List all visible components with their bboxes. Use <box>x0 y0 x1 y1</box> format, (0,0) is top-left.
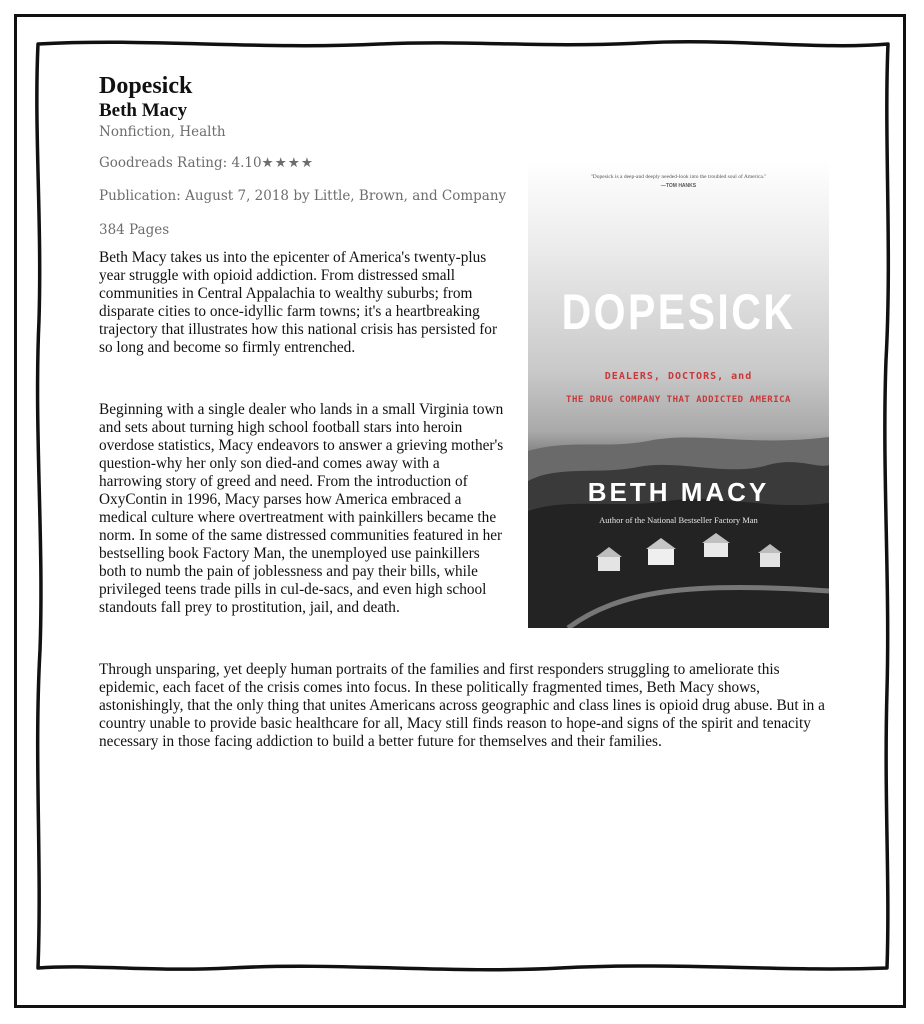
cover-subtitle-line1: DEALERS, DOCTORS, and <box>604 371 753 382</box>
rating-stars: ★★★★ <box>261 155 314 171</box>
book-genres: Nonfiction, Health <box>99 124 226 140</box>
publication-info: Publication: August 7, 2018 by Little, Brown, and Company <box>99 188 507 204</box>
page-count: 384 Pages <box>99 222 170 238</box>
description-paragraph-3: Through unsparing, yet deeply human portraits of the families and first responders struggling to ameliorate this epidemic, each facet of the crisis comes into focus. In these politically fragmented times, Beth Macy shows, astonishingly, that the only thing that unites Americans across geographic and class lines is opioid drug abuse. But in a country unable to provide basic healthcare for all, Macy still finds reason to hope-and signs of the spirit and tenacity necessary in those facing addiction to build a better future for themselves and their families. <box>99 661 825 750</box>
book-detail <box>99 72 829 751</box>
cover-blurb-attribution: —TOM HANKS <box>660 183 697 189</box>
book-title: Dopesick <box>99 73 193 99</box>
rating-label: Goodreads Rating: 4.10 <box>99 155 262 171</box>
cover-title: DOPESICK <box>561 284 796 340</box>
description-paragraph-1: Beth Macy takes us into the epicenter of America's twenty-plus year struggle with opioid addiction. From distressed small communities in Central Appalachia to wealthy suburbs; from disparate cities to once-idyllic farm towns; it's a heartbreaking trajectory that illustrates how this national crisis has persisted for so long and become so firmly entrenched. <box>99 249 498 356</box>
cover-subtitle-line2: THE DRUG COMPANY THAT ADDICTED AMERICA <box>566 395 791 405</box>
cover-blurb: "Dopesick is a deep-and deeply needed-look into the troubled soul of America." <box>590 174 767 180</box>
cover-author: BETH MACY <box>587 477 770 507</box>
book-cover-image <box>528 161 829 628</box>
description-paragraph-2: Beginning with a single dealer who lands in a small Virginia town and sets about turning high school football stars into heroin overdose statistics, Macy endeavors to answer a grieving mother's question-why her only son died-and comes away with a harrowing story of greed and need. From the introduction of OxyContin in 1996, Macy parses how America embraced a medical culture where overtreatment with painkillers became the norm. In some of the same distressed communities featured in her bestselling book Factory Man, the unemployed use painkillers both to numb the pain of joblessness and pay their bills, while privileged teens trade pills in cul-de-sacs, and even high school standouts fall prey to prostitution, jail, and death. <box>99 401 504 616</box>
book-author: Beth Macy <box>99 100 188 121</box>
cover-tagline: Author of the National Bestseller Factory Man <box>599 515 758 525</box>
